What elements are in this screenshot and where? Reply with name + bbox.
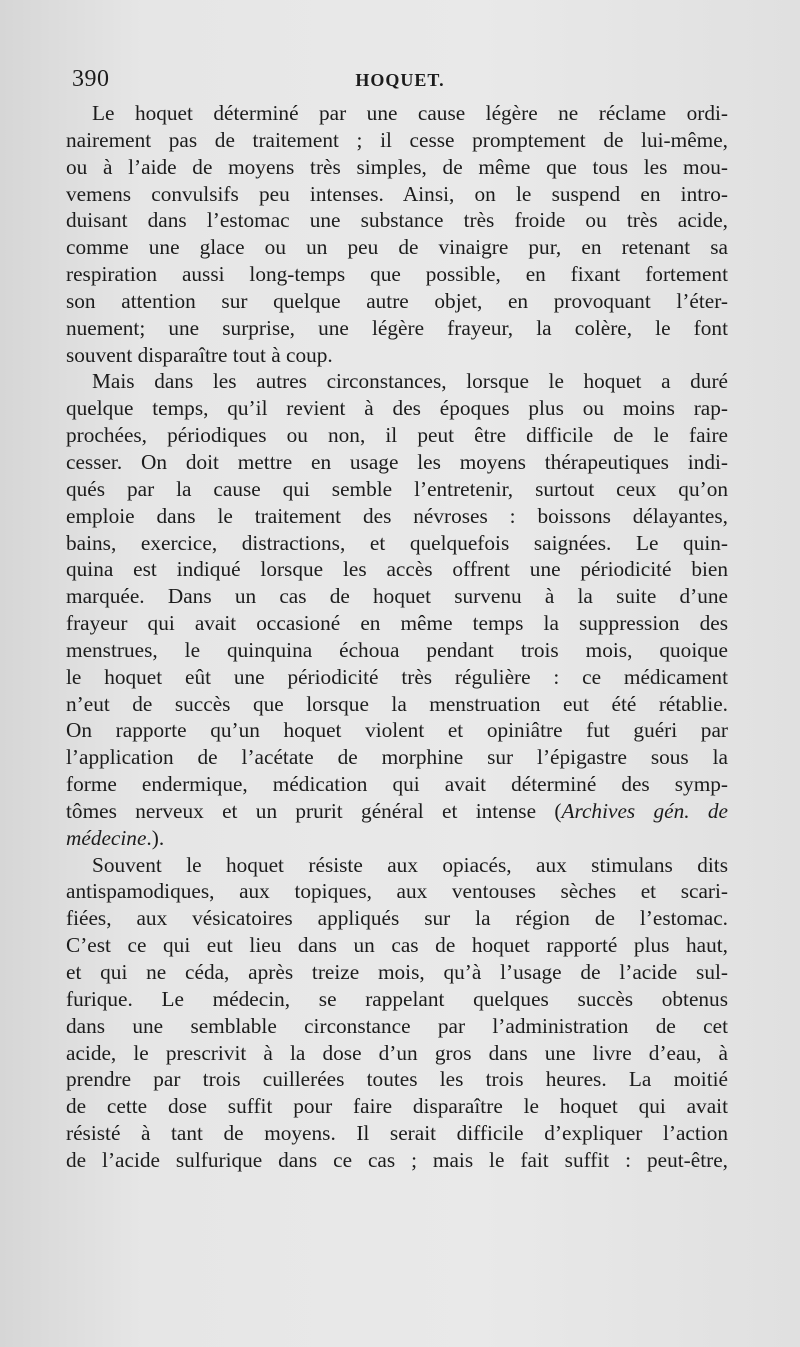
text-line: Souvent le hoquet résiste aux opiacés, aux stimulans dits: [92, 852, 728, 877]
body-text: [66, 100, 728, 1174]
text-line: nuement; une surprise, une légère frayeur, la colère, le font: [66, 315, 728, 340]
text-line: furique. Le médecin, se rappelant quelques succès obtenus: [66, 986, 728, 1011]
text-line: et qui ne céda, après treize mois, qu’à l’usage de l’acide sul-: [66, 960, 728, 984]
text-line: emploie dans le traitement des névroses : boissons délayantes,: [66, 503, 728, 528]
paragraph-2: [66, 368, 728, 851]
citation-title: Archives gén. de: [561, 798, 729, 823]
text-line: son attention sur quelque autre objet, en provoquant l’éter-: [66, 288, 728, 313]
running-title: HOQUET.: [355, 70, 445, 90]
text-line: cesser. On doit mettre en usage les moyens thérapeutiques indi-: [66, 449, 728, 474]
paragraph-1: [66, 100, 728, 368]
text-line: de l’acide sulfurique dans ce cas ; mais le fait suffit : peut-être,: [66, 1147, 728, 1172]
text-line: quelque temps, qu’il revient à des époques plus ou moins rap-: [66, 396, 728, 421]
text-line: quina est indiqué lorsque les accès offrent une périodicité bien: [66, 557, 728, 582]
page-header: [72, 66, 728, 94]
text-line: ou à l’aide de moyens très simples, de même que tous les mou-: [66, 154, 728, 179]
citation-text-line: tômes nerveux et un prurit général et intense (Archives gén. de: [66, 798, 729, 823]
citation-close: .).: [146, 825, 165, 850]
text-line: C’est ce qui eut lieu dans un cas de hoquet rapporté plus haut,: [66, 933, 728, 958]
text-line-start: tômes nerveux et un prurit général et intense: [66, 798, 537, 823]
citation-end-line: [66, 825, 728, 852]
text-line: n’eut de succès que lorsque la menstruation eut été rétablie.: [66, 691, 728, 716]
text-line: comme une glace ou un peu de vinaigre pur, en retenant sa: [66, 235, 728, 260]
text-line: fiées, aux vésicatoires appliqués sur la région de l’estomac.: [66, 906, 728, 931]
text-line: qués par la cause qui semble l’entretenir, surtout ceux qu’on: [66, 476, 728, 501]
text-line: On rapporte qu’un hoquet violent et opiniâtre fut guéri par: [66, 718, 728, 743]
text-line: Le hoquet déterminé par une cause légère ne réclame ordi-: [92, 101, 728, 125]
text-line: marquée. Dans un cas de hoquet survenu à la suite d’une: [66, 584, 728, 609]
text-line: antispamodiques, aux topiques, aux ventouses sèches et scari-: [66, 879, 728, 904]
text-line: dans une semblable circonstance par l’administration de cet: [66, 1013, 728, 1038]
text-line: Mais dans les autres circonstances, lorsque le hoquet a duré: [92, 369, 728, 394]
page-number: 390: [72, 66, 110, 92]
text-line: bains, exercice, distractions, et quelquefois saignées. Le quin-: [66, 530, 728, 555]
text-line: respiration aussi long-temps que possible, en fixant fortement: [66, 262, 728, 287]
text-line: le hoquet eût une périodicité très régulière : ce médicament: [66, 664, 728, 689]
text-line: menstrues, le quinquina échoua pendant trois mois, quoique: [66, 637, 728, 662]
text-line: de cette dose suffit pour faire disparaître le hoquet qui avait: [66, 1094, 728, 1119]
text-line: vemens convulsifs peu intenses. Ainsi, on le suspend en intro-: [66, 181, 728, 206]
text-line: frayeur qui avait occasioné en même temps la suppression des: [66, 611, 728, 636]
text-line: duisant dans l’estomac une substance très froide ou très acide,: [66, 208, 728, 233]
citation-title-end: médecine: [66, 825, 147, 850]
text-line: souvent disparaître tout à coup.: [66, 342, 333, 367]
text-line: résisté à tant de moyens. Il serait difficile d’expliquer l’action: [66, 1121, 728, 1146]
text-line: prochées, périodiques ou non, il peut être difficile de le faire: [66, 423, 728, 448]
paragraph-3: [66, 852, 728, 1174]
text-line: acide, le prescrivit à la dose d’un gros dans une livre d’eau, à: [66, 1040, 728, 1065]
text-line: nairement pas de traitement ; il cesse promptement de lui-même,: [66, 127, 728, 152]
text-line: forme endermique, médication qui avait déterminé des symp-: [66, 772, 728, 797]
text-line: l’application de l’acétate de morphine sur l’épigastre sous la: [66, 745, 728, 770]
text-line: prendre par trois cuillerées toutes les trois heures. La moitié: [66, 1067, 728, 1092]
